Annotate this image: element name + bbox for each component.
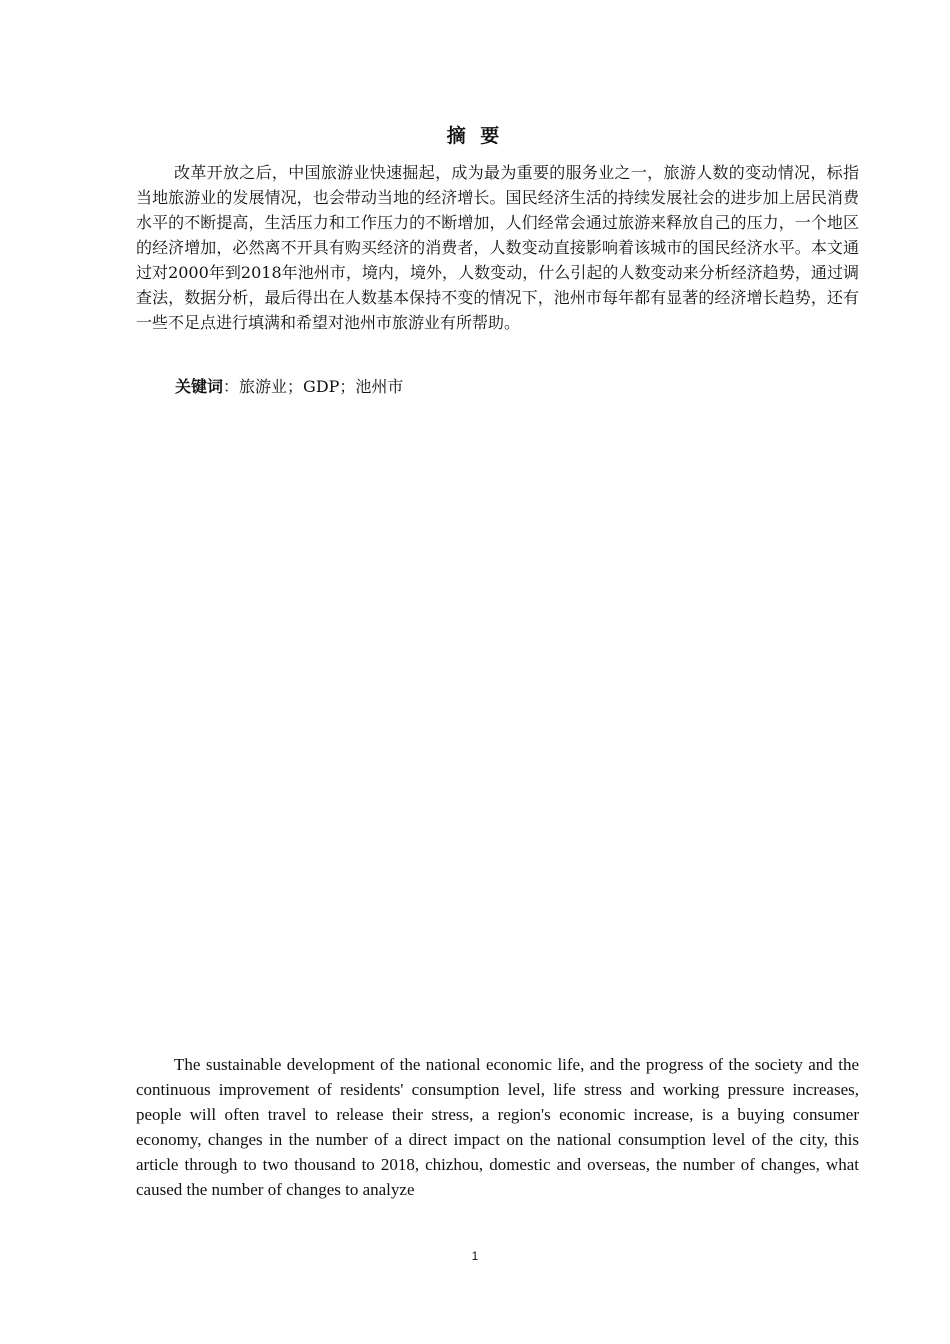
page-number: 1 bbox=[471, 1249, 479, 1263]
abstract-title: 摘 要 bbox=[446, 125, 504, 147]
keywords-line bbox=[175, 374, 859, 399]
chinese-abstract-paragraph: 改革开放之后，中国旅游业快速掘起，成为最为重要的服务业之一，旅游人数的变动情况，标指当地旅游业的发展情况，也会带动当地的经济增长。国民经济生活的持续发展社会的进步加上居民消费水平的不断提高，生活压力和工作压力的不断增加，人们经常会通过旅游来释放自己的压力，一个地区的经济增加，必然离不开具有购买经济的消费者，人数变动直接影响着该城市的国民经济水平。本文通过对2000年到2018年池州市，境内，境外，人数变动，什么引起的人数变动来分析经济趋势，通过调查法，数据分析，最后得出在人数基本保持不变的情况下，池州市每年都有显著的经济增长趋势，还有一些不足点进行填满和希望对池州市旅游业有所帮助。 bbox=[136, 163, 859, 332]
keywords-separator: ： bbox=[223, 377, 240, 396]
english-abstract-paragraph: The sustainable development of the national economic life, and the progress of the society and the continuous improvement of residents' consumption level, life stress and working pressure increases, people will often travel to release their stress, a region's economic increase, is a buying consumer economy, changes in the number of a direct impact on the national consumption level of the city, this article through to two thousand to 2018, chizhou, domestic and overseas, the number of changes, what caused the number of changes to analyze bbox=[136, 1055, 859, 1199]
keywords-value: 旅游业；GDP；池州市 bbox=[239, 377, 404, 396]
keywords-label: 关键词 bbox=[175, 377, 224, 396]
